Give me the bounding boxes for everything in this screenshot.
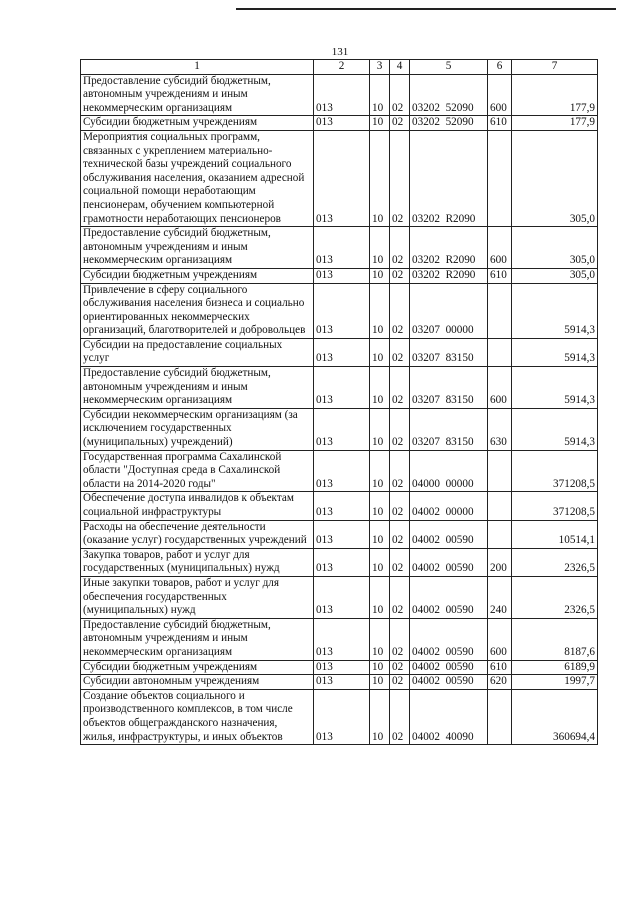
table-row: [81, 338, 598, 366]
section-code: 10: [370, 520, 390, 548]
table-row: [81, 689, 598, 744]
target-article-code: 03202 52090: [410, 74, 488, 116]
row-name: Предоставление субсидий бюджетным, автономным учреждениям и иным некоммерческим организациям: [81, 227, 314, 269]
subsection-code: 02: [390, 408, 410, 450]
subsection-code: 02: [390, 689, 410, 744]
target-article-code: 03202 52090: [410, 116, 488, 131]
target-article-code: 03202 R2090: [410, 268, 488, 283]
section-code: 10: [370, 227, 390, 269]
row-name: Привлечение в сферу социального обслуживания населения бизнеса и социально ориентированных некоммерческих организаций, благотворителей и добровольцев: [81, 283, 314, 338]
row-name: Субсидии некоммерческим организациям (за исключением государственных (муниципальных) учреждений): [81, 408, 314, 450]
expense-type-code: [488, 338, 512, 366]
expense-type-code: [488, 130, 512, 226]
column-header: 3: [370, 60, 390, 75]
expense-type-code: 610: [488, 268, 512, 283]
budget-table: [80, 59, 598, 745]
page-number: 131: [331, 46, 349, 58]
ministry-code: 013: [314, 338, 370, 366]
section-code: 10: [370, 116, 390, 131]
row-name: Предоставление субсидий бюджетным, автономным учреждениям и иным некоммерческим организациям: [81, 74, 314, 116]
top-rule: [236, 8, 616, 10]
target-article-code: 04002 00590: [410, 576, 488, 618]
row-name: Предоставление субсидий бюджетным, автономным учреждениям и иным некоммерческим организациям: [81, 367, 314, 409]
target-article-code: 03207 83150: [410, 367, 488, 409]
table-row: [81, 130, 598, 226]
ministry-code: 013: [314, 227, 370, 269]
subsection-code: 02: [390, 675, 410, 690]
amount: 371208,5: [512, 492, 598, 520]
subsection-code: 02: [390, 116, 410, 131]
amount: 2326,5: [512, 548, 598, 576]
section-code: 10: [370, 283, 390, 338]
table-row: [81, 675, 598, 690]
ministry-code: 013: [314, 675, 370, 690]
table-row: [81, 450, 598, 492]
expense-type-code: [488, 450, 512, 492]
expense-type-code: 600: [488, 74, 512, 116]
ministry-code: 013: [314, 130, 370, 226]
amount: 10514,1: [512, 520, 598, 548]
expense-type-code: 630: [488, 408, 512, 450]
target-article-code: 04002 00590: [410, 520, 488, 548]
row-name: Расходы на обеспечение деятельности (оказание услуг) государственных учреждений: [81, 520, 314, 548]
amount: 2326,5: [512, 576, 598, 618]
ministry-code: 013: [314, 367, 370, 409]
subsection-code: 02: [390, 130, 410, 226]
amount: 1997,7: [512, 675, 598, 690]
amount: 6189,9: [512, 660, 598, 675]
table-row: [81, 283, 598, 338]
expense-type-code: 200: [488, 548, 512, 576]
target-article-code: 04002 00590: [410, 660, 488, 675]
expense-type-code: 610: [488, 660, 512, 675]
ministry-code: 013: [314, 268, 370, 283]
subsection-code: 02: [390, 618, 410, 660]
section-code: 10: [370, 576, 390, 618]
ministry-code: 013: [314, 283, 370, 338]
column-header: 2: [314, 60, 370, 75]
section-code: 10: [370, 675, 390, 690]
subsection-code: 02: [390, 492, 410, 520]
row-name: Субсидии бюджетным учреждениям: [81, 116, 314, 131]
table-row: [81, 618, 598, 660]
amount: 177,9: [512, 116, 598, 131]
subsection-code: 02: [390, 548, 410, 576]
row-name: Субсидии бюджетным учреждениям: [81, 268, 314, 283]
ministry-code: 013: [314, 492, 370, 520]
amount: 371208,5: [512, 450, 598, 492]
section-code: 10: [370, 367, 390, 409]
ministry-code: 013: [314, 520, 370, 548]
row-name: Субсидии бюджетным учреждениям: [81, 660, 314, 675]
section-code: 10: [370, 689, 390, 744]
section-code: 10: [370, 492, 390, 520]
expense-type-code: [488, 283, 512, 338]
column-header: 5: [410, 60, 488, 75]
ministry-code: 013: [314, 689, 370, 744]
section-code: 10: [370, 408, 390, 450]
section-code: 10: [370, 660, 390, 675]
expense-type-code: 600: [488, 367, 512, 409]
column-header: 6: [488, 60, 512, 75]
column-header: 4: [390, 60, 410, 75]
target-article-code: 03202 R2090: [410, 227, 488, 269]
target-article-code: 04002 00000: [410, 492, 488, 520]
target-article-code: 03207 00000: [410, 283, 488, 338]
amount: 8187,6: [512, 618, 598, 660]
target-article-code: 03207 83150: [410, 338, 488, 366]
section-code: 10: [370, 618, 390, 660]
table-body: [81, 74, 598, 745]
column-header: 7: [512, 60, 598, 75]
ministry-code: 013: [314, 116, 370, 131]
amount: 305,0: [512, 227, 598, 269]
row-name: Субсидии автономным учреждениям: [81, 675, 314, 690]
section-code: 10: [370, 338, 390, 366]
target-article-code: 04002 00590: [410, 548, 488, 576]
expense-type-code: 600: [488, 618, 512, 660]
amount: 305,0: [512, 130, 598, 226]
table-row: [81, 116, 598, 131]
amount: 177,9: [512, 74, 598, 116]
table-row: [81, 408, 598, 450]
row-name: Обеспечение доступа инвалидов к объектам социальной инфраструктуры: [81, 492, 314, 520]
expense-type-code: [488, 689, 512, 744]
target-article-code: 03207 83150: [410, 408, 488, 450]
amount: 5914,3: [512, 408, 598, 450]
subsection-code: 02: [390, 283, 410, 338]
expense-type-code: [488, 492, 512, 520]
subsection-code: 02: [390, 660, 410, 675]
table-row: [81, 74, 598, 116]
ministry-code: 013: [314, 74, 370, 116]
amount: 5914,3: [512, 338, 598, 366]
amount: 305,0: [512, 268, 598, 283]
expense-type-code: 610: [488, 116, 512, 131]
ministry-code: 013: [314, 450, 370, 492]
subsection-code: 02: [390, 268, 410, 283]
table-row: [81, 660, 598, 675]
ministry-code: 013: [314, 576, 370, 618]
table-row: [81, 520, 598, 548]
section-code: 10: [370, 450, 390, 492]
row-name: Государственная программа Сахалинской области "Доступная среда в Сахалинской области на 2014-2020 годы": [81, 450, 314, 492]
ministry-code: 013: [314, 548, 370, 576]
section-code: 10: [370, 268, 390, 283]
row-name: Предоставление субсидий бюджетным, автономным учреждениям и иным некоммерческим организациям: [81, 618, 314, 660]
subsection-code: 02: [390, 227, 410, 269]
expense-type-code: 620: [488, 675, 512, 690]
expense-type-code: 600: [488, 227, 512, 269]
expense-type-code: [488, 520, 512, 548]
column-header: 1: [81, 60, 314, 75]
table-row: [81, 492, 598, 520]
amount: 5914,3: [512, 283, 598, 338]
expense-type-code: 240: [488, 576, 512, 618]
row-name: Закупка товаров, работ и услуг для государственных (муниципальных) нужд: [81, 548, 314, 576]
row-name: Создание объектов социального и производственного комплексов, в том числе объектов общегражданского назначения, жилья, инфраструктуры, и иных объектов: [81, 689, 314, 744]
target-article-code: 04000 00000: [410, 450, 488, 492]
table-row: [81, 367, 598, 409]
table-row: [81, 268, 598, 283]
ministry-code: 013: [314, 618, 370, 660]
subsection-code: 02: [390, 576, 410, 618]
section-code: 10: [370, 548, 390, 576]
subsection-code: 02: [390, 367, 410, 409]
ministry-code: 013: [314, 408, 370, 450]
subsection-code: 02: [390, 520, 410, 548]
target-article-code: 04002 40090: [410, 689, 488, 744]
table-row: [81, 227, 598, 269]
section-code: 10: [370, 130, 390, 226]
row-name: Мероприятия социальных программ, связанных с укреплением материально-технической базы учреждений социального обслуживания населения, оказанием адресной социальной помощи неработающим пенсионерам, обучением компьютерной грамотности неработающих пенсионеров: [81, 130, 314, 226]
subsection-code: 02: [390, 338, 410, 366]
table-header-row: [81, 60, 598, 75]
row-name: Субсидии на предоставление социальных услуг: [81, 338, 314, 366]
table-row: [81, 548, 598, 576]
subsection-code: 02: [390, 74, 410, 116]
target-article-code: 04002 00590: [410, 675, 488, 690]
target-article-code: 04002 00590: [410, 618, 488, 660]
section-code: 10: [370, 74, 390, 116]
amount: 360694,4: [512, 689, 598, 744]
target-article-code: 03202 R2090: [410, 130, 488, 226]
amount: 5914,3: [512, 367, 598, 409]
table-row: [81, 576, 598, 618]
ministry-code: 013: [314, 660, 370, 675]
row-name: Иные закупки товаров, работ и услуг для обеспечения государственных (муниципальных) нужд: [81, 576, 314, 618]
subsection-code: 02: [390, 450, 410, 492]
